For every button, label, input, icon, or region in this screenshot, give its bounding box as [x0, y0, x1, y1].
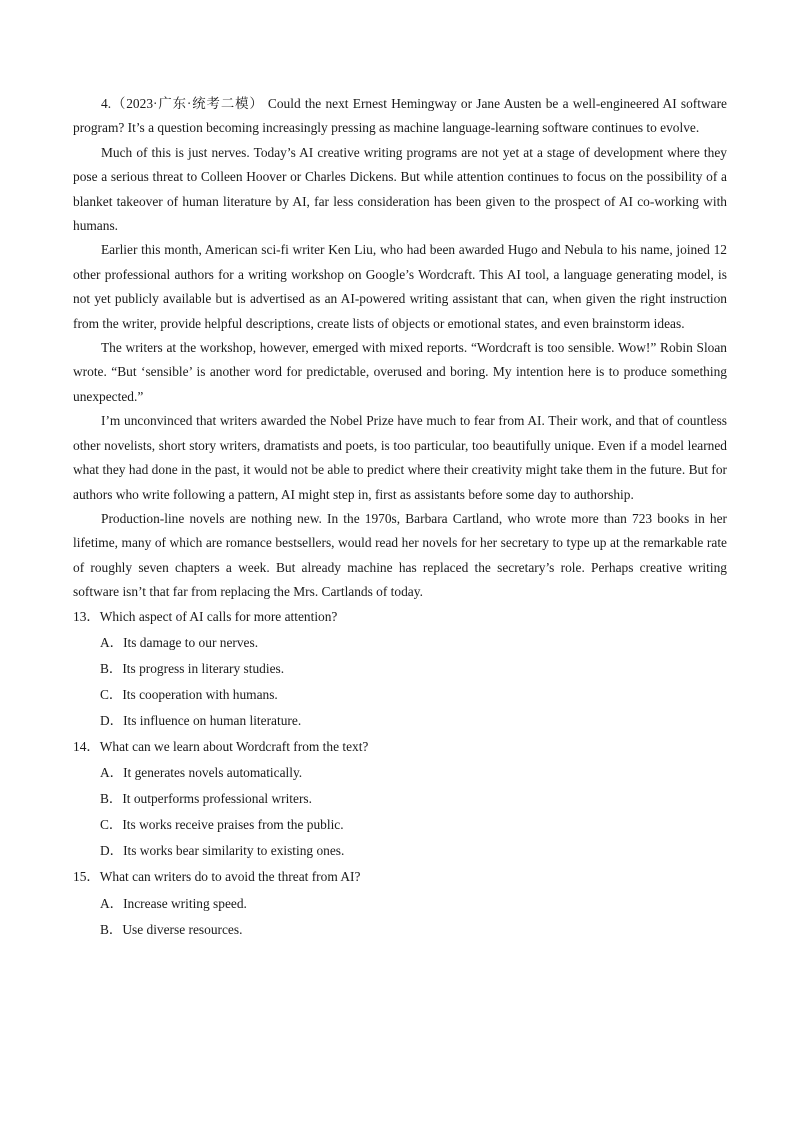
option-letter: B．: [100, 660, 123, 676]
passage-paragraph: Much of this is just nerves. Today’s AI creative writing programs are not yet at a stage of development where they pose a serious threat to Colleen Hoover or Charles Dickens. But while attention continues to focus on the possibility of a blanket takeover of human literature by AI, far less consideration has been given to the prospect of AI co-working with humans.: [73, 144, 727, 234]
question-text: What can we learn about Wordcraft from the text?: [99, 739, 369, 754]
question-number: 15．: [73, 869, 100, 885]
question-stem: [73, 605, 727, 629]
option-text: Its works receive praises from the public.: [122, 817, 344, 833]
option-letter: C．: [100, 817, 123, 833]
option-a[interactable]: [73, 892, 727, 916]
passage-intro: 4.（2023·广东·统考二模） Could the next Ernest Hemingway or Jane Austen be a well-engineered AI software program? It’s a question becoming increasingly pressing as machine language-learning software continues to evolve.: [73, 96, 728, 136]
option-text: Its influence on human literature.: [123, 712, 302, 728]
passage-paragraph: The writers at the workshop, however, emerged with mixed reports. “Wordcraft is too sensible. Wow!” Robin Sloan wrote. “But ‘sensible’ is another word for predictable, overused and boring. My intention here is to produce something unexpected.”: [73, 340, 727, 404]
option-b[interactable]: [73, 918, 727, 942]
option-list: [73, 892, 727, 943]
option-letter: A．: [100, 765, 124, 781]
exam-page: [73, 92, 727, 944]
passage-paragraph: I’m unconvinced that writers awarded the Nobel Prize have much to fear from AI. Their work, and that of countless other novelists, short story writers, dramatists and poets, is too particular, too beautifully unique. Even if a model learned what they had done in the past, it would not be able to predict where their creativity might take them in the future. But for authors who write following a pattern, AI might step in, first as assistants before some day to authorship.: [73, 413, 727, 502]
option-a[interactable]: [73, 631, 727, 655]
question-13: [73, 605, 727, 734]
option-text: Its progress in literary studies.: [122, 660, 285, 676]
option-letter: D．: [100, 843, 124, 859]
option-list: [73, 761, 727, 864]
option-text: It outperforms professional writers.: [122, 791, 312, 807]
question-text: What can writers do to avoid the threat from AI?: [99, 869, 361, 885]
passage-number: 4: [101, 96, 108, 111]
option-text: Its cooperation with humans.: [122, 686, 278, 702]
question-number: 13．: [73, 608, 100, 624]
option-d[interactable]: [73, 709, 727, 733]
option-text: Its works bear similarity to existing ones.: [123, 843, 345, 859]
question-text: Which aspect of AI calls for more attention?: [99, 608, 338, 624]
passage-paragraph: Earlier this month, American sci-fi writer Ken Liu, who had been awarded Hugo and Nebula to his name, joined 12 other professional authors for a writing workshop on Google’s Wordcraft. This AI tool, a language generating model, is not yet publicly available but is advertised as an AI-powered writing assistant that can, when given the right instruction from the writer, provide helpful descriptions, create lists of objects or emotional states, and even brainstorm ideas.: [73, 242, 727, 331]
option-text: Increase writing speed.: [123, 895, 247, 911]
option-letter: C．: [100, 686, 123, 702]
passage-intro-text: Could the next Ernest Hemingway or Jane Austen be a well-engineered AI software program? It’s a question becoming increasingly pressing as machine language-learning software continues to evolve.: [73, 96, 728, 136]
question-15: [73, 865, 727, 942]
option-letter: A．: [100, 634, 124, 650]
option-text: It generates novels automatically.: [123, 765, 303, 781]
option-letter: B．: [100, 791, 123, 807]
question-stem: [73, 735, 727, 759]
option-letter: B．: [100, 921, 123, 937]
option-c[interactable]: [73, 683, 727, 707]
question-14: [73, 735, 727, 864]
option-text: Its damage to our nerves.: [123, 634, 259, 650]
question-number: 14．: [73, 739, 100, 754]
option-b[interactable]: [73, 657, 727, 681]
option-list: [73, 631, 727, 734]
option-letter: D．: [100, 712, 124, 728]
option-letter: A．: [100, 895, 124, 911]
option-c[interactable]: [73, 813, 727, 837]
passage-source: （2023·广东·统考二模）: [111, 96, 264, 111]
passage-paragraph: Production-line novels are nothing new. In the 1970s, Barbara Cartland, who wrote more than 723 books in her lifetime, many of which are romance bestsellers, would read her novels for her secretary to type up at the remarkable rate of roughly seven chapters a week. But already machine has replaced the secretary’s role. Perhaps creative writing software isn’t that far from replacing the Mrs. Cartlands of today.: [73, 510, 727, 600]
question-stem: [73, 865, 727, 889]
option-text: Use diverse resources.: [122, 921, 243, 937]
option-a[interactable]: [73, 761, 727, 785]
option-d[interactable]: [73, 839, 727, 863]
option-b[interactable]: [73, 787, 727, 811]
